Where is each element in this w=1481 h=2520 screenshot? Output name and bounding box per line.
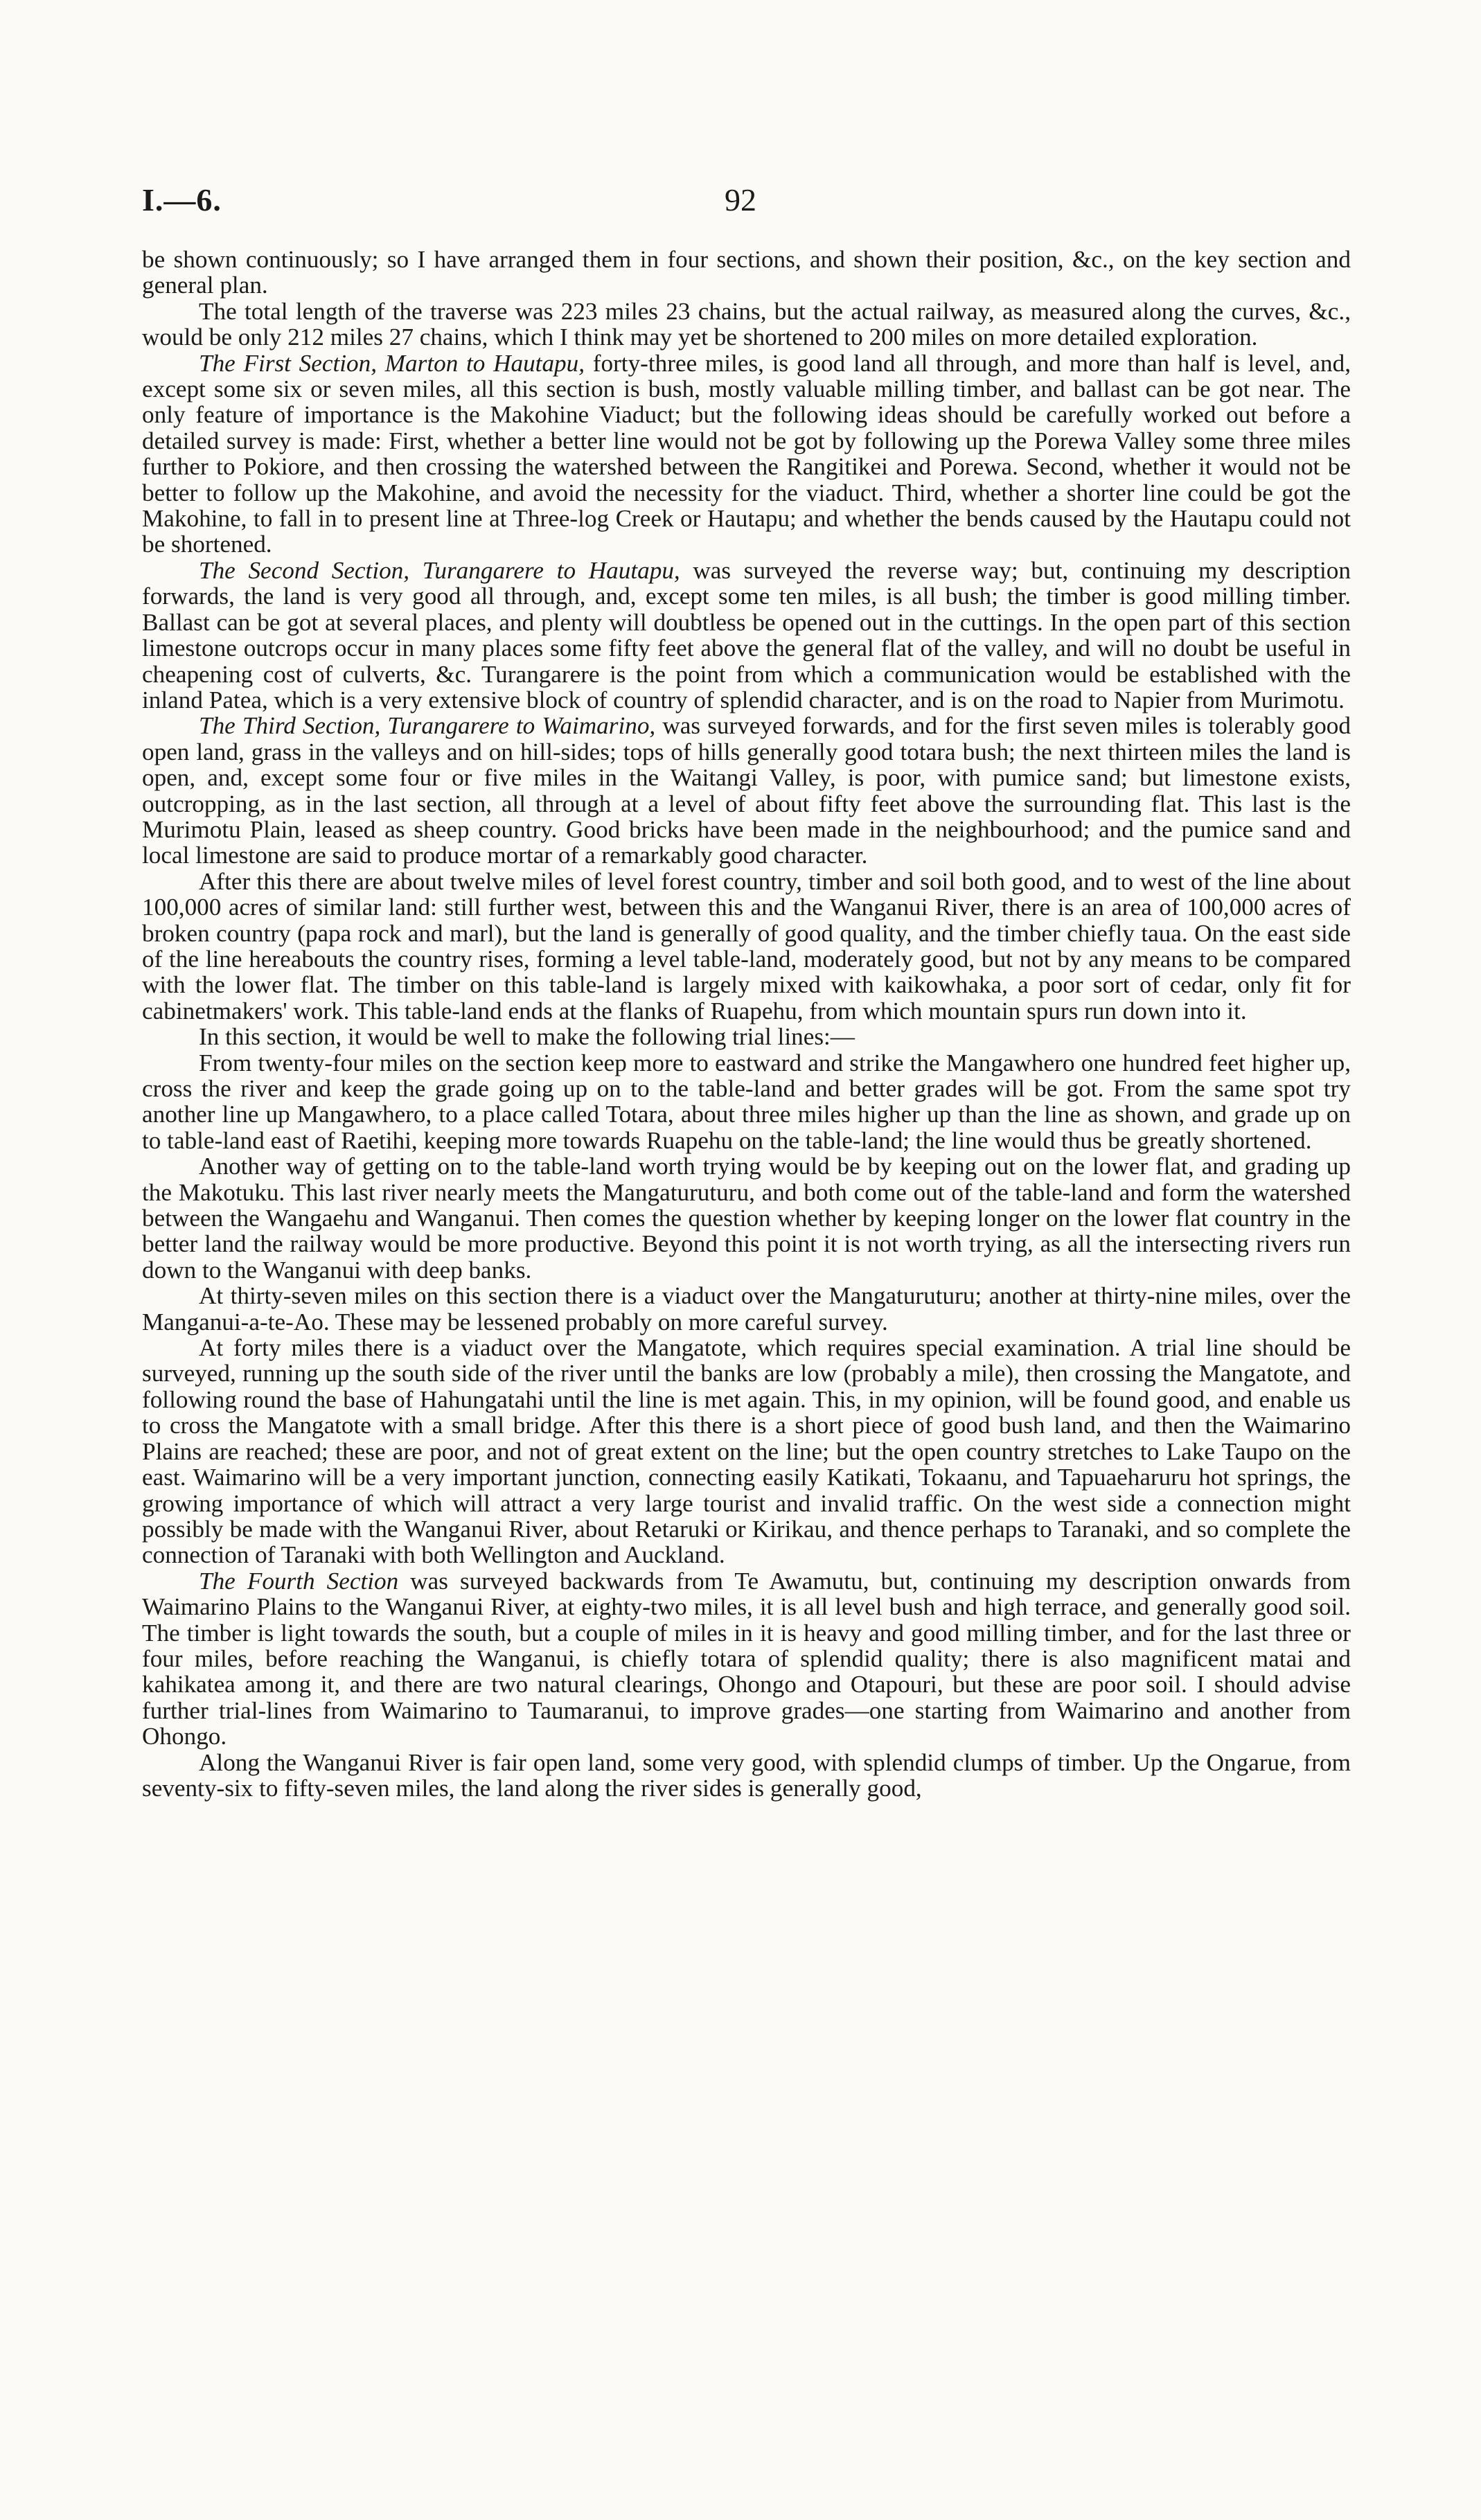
paragraph: At forty miles there is a viaduct over the Mangatote, which requires special examination. A trial line should be surveyed, running up the south side of the river until the banks are low (probably a mile), then crossing the Mangatote, and following round the base of Hahungatahi until the line is met again. This, in my opinion, will be found good, and enable us to cross the Mangatote with a small bridge. After this there is a short piece of good bush land, and then the Waimarino Plains are reached; these are poor, and not of great extent on the line; but the open country stretches to Lake Taupo on the east. Waimarino will be a very important junction, connecting easily Katikati, Tokaanu, and Tapuaeharuru hot springs, the growing importance of which will attract a very large tourist and invalid traffic. On the west side a connection might possibly be made with the Wanganui River, about Retaruki or Kirikau, and thence perhaps to Taranaki, and so complete the connection of Taranaki with both Wellington and Auckland.	[142, 1334, 1351, 1569]
paragraph: Another way of getting on to the table-land worth trying would be by keeping out on the lower flat, and grading up the Makotuku. This last river nearly meets the Mangaturuturu, and both come out of the table-land and form the watershed between the Wangaehu and Wanganui. Then comes the question whether by keeping longer on the lower flat country in the better land the railway would be more productive. Beyond this point it is not worth trying, as all the intersecting rivers run down to the Wanganui with deep banks.	[142, 1153, 1351, 1284]
paragraph: In this section, it would be well to make the following trial lines:—	[199, 1023, 855, 1051]
paragraph-second-section: The Second Section, Turangarere to Hautapu, was surveyed the reverse way; but, continuing my description forwards, the land is very good all through, and, except some ten miles, is all bush; the timber is good milling timber. Ballast can be got at several places, and plenty will doubtless be opened out in the cuttings. In the open part of this section limestone outcrops occur in many places some fifty feet above the general flat of the valley, and will no doubt be useful in cheapening cost of culverts, &c. Turangarere is the point from which a communication would be established with the inland Patea, which is a very extensive block of country of splendid character, and is on the road to Napier from Murimotu.	[142, 556, 1351, 713]
section-heading: The Third Section, Turangarere to Waimarino,	[199, 712, 656, 740]
document-reference: I.—6.	[142, 182, 222, 218]
paragraph: At thirty-seven miles on this section there is a viaduct over the Mangaturuturu; another at thirty-nine miles, over the Manganui-a-te-Ao. These may be lessened probably on more careful survey.	[142, 1282, 1351, 1336]
paragraph: be shown continuously; so I have arranged them in four sections, and shown their position, &c., on the key section and general plan.	[142, 246, 1351, 299]
paragraph-first-section: The First Section, Marton to Hautapu, forty-three miles, is good land all through, and more than half is level, and, except some six or seven miles, all this section is bush, mostly valuable milling timber, and ballast can be got near. The only feature of importance is the Makohine Viaduct; but the following ideas should be carefully worked out before a detailed survey is made: First, whether a better line would not be got by following up the Porewa Valley some three miles further to Pokiore, and then crossing the watershed between the Rangitikei and Porewa. Second, whether it would not be better to follow up the Makohine, and avoid the necessity for the viaduct. Third, whether a shorter line could be got the Makohine, to fall in to present line at Three-log Creek or Hautapu; and whether the bends caused by the Hautapu could not be shortened.	[142, 349, 1351, 558]
paragraph: From twenty-four miles on the section keep more to eastward and strike the Mangawhero one hundred feet higher up, cross the river and keep the grade going up on to the table-land and better grades will be got. From the same spot try another line up Mangawhero, to a place called Totara, about three miles higher up than the line as shown, and grade up on to table-land east of Raetihi, keeping more towards Ruapehu on the table-land; the line would thus be greatly shortened.	[142, 1049, 1351, 1154]
paragraph-fourth-section: The Fourth Section was surveyed backwards from Te Awamutu, but, continuing my description onwards from Waimarino Plains to the Wanganui River, at eighty-two miles, it is all level bush and high terrace, and generally good soil. The timber is light towards the south, but a couple of miles in it is heavy and good milling timber, and for the last three or four miles, before reaching the Wanganui, is chiefly totara of splendid quality; there is also magnificent matai and kahikatea among it, and there are two natural clearings, Ohongo and Otapouri, but these are poor soil. I should advise further trial-lines from Waimarino to Taumaranui, to improve grades—one starting from Waimarino and another from Ohongo.	[142, 1567, 1351, 1750]
section-heading: The Fourth Section	[199, 1567, 399, 1595]
section-heading: The First Section, Marton to Hautapu,	[199, 349, 585, 377]
body-text	[142, 247, 1351, 1801]
paragraph: The total length of the traverse was 223 miles 23 chains, but the actual railway, as measured along the curves, &c., would be only 212 miles 27 chains, which I think may yet be shortened to 200 miles on more detailed exploration.	[142, 297, 1351, 351]
paragraph: Along the Wanganui River is fair open land, some very good, with splendid clumps of timber. Up the Ongarue, from seventy-six to fifty-seven miles, the land along the river sides is generally good,	[142, 1748, 1351, 1802]
paragraph-third-section: The Third Section, Turangarere to Waimarino, was surveyed forwards, and for the first seven miles is tolerably good open land, grass in the valleys and on hill-sides; tops of hills generally good totara bush; the next thirteen miles the land is open, and, except some four or five miles in the Waitangi Valley, is poor, with pumice sand; but limestone exists, outcropping, as in the last section, all through at a level of about fifty feet above the surrounding flat. This last is the Murimotu Plain, leased as sheep country. Good bricks have been made in the neighbourhood; and the pumice sand and local limestone are said to produce mortar of a remarkably good character.	[142, 712, 1351, 869]
paragraph: After this there are about twelve miles of level forest country, timber and soil both good, and to west of the line about 100,000 acres of similar land: still further west, between this and the Wanganui River, there is an area of 100,000 acres of broken country (papa rock and marl), but the land is generally of good quality, and the timber chiefly taua. On the east side of the line hereabouts the country rises, forming a level table-land, moderately good, but not by any means to be compared with the lower flat. The timber on this table-land is largely mixed with kaikowhaka, a poor sort of cedar, only fit for cabinetmakers' work. This table-land ends at the flanks of Ruapehu, from which mountain spurs run down into it.	[142, 867, 1351, 1024]
section-heading: The Second Section, Turangarere to Hautapu,	[199, 556, 680, 584]
page-number: 92	[725, 182, 756, 218]
